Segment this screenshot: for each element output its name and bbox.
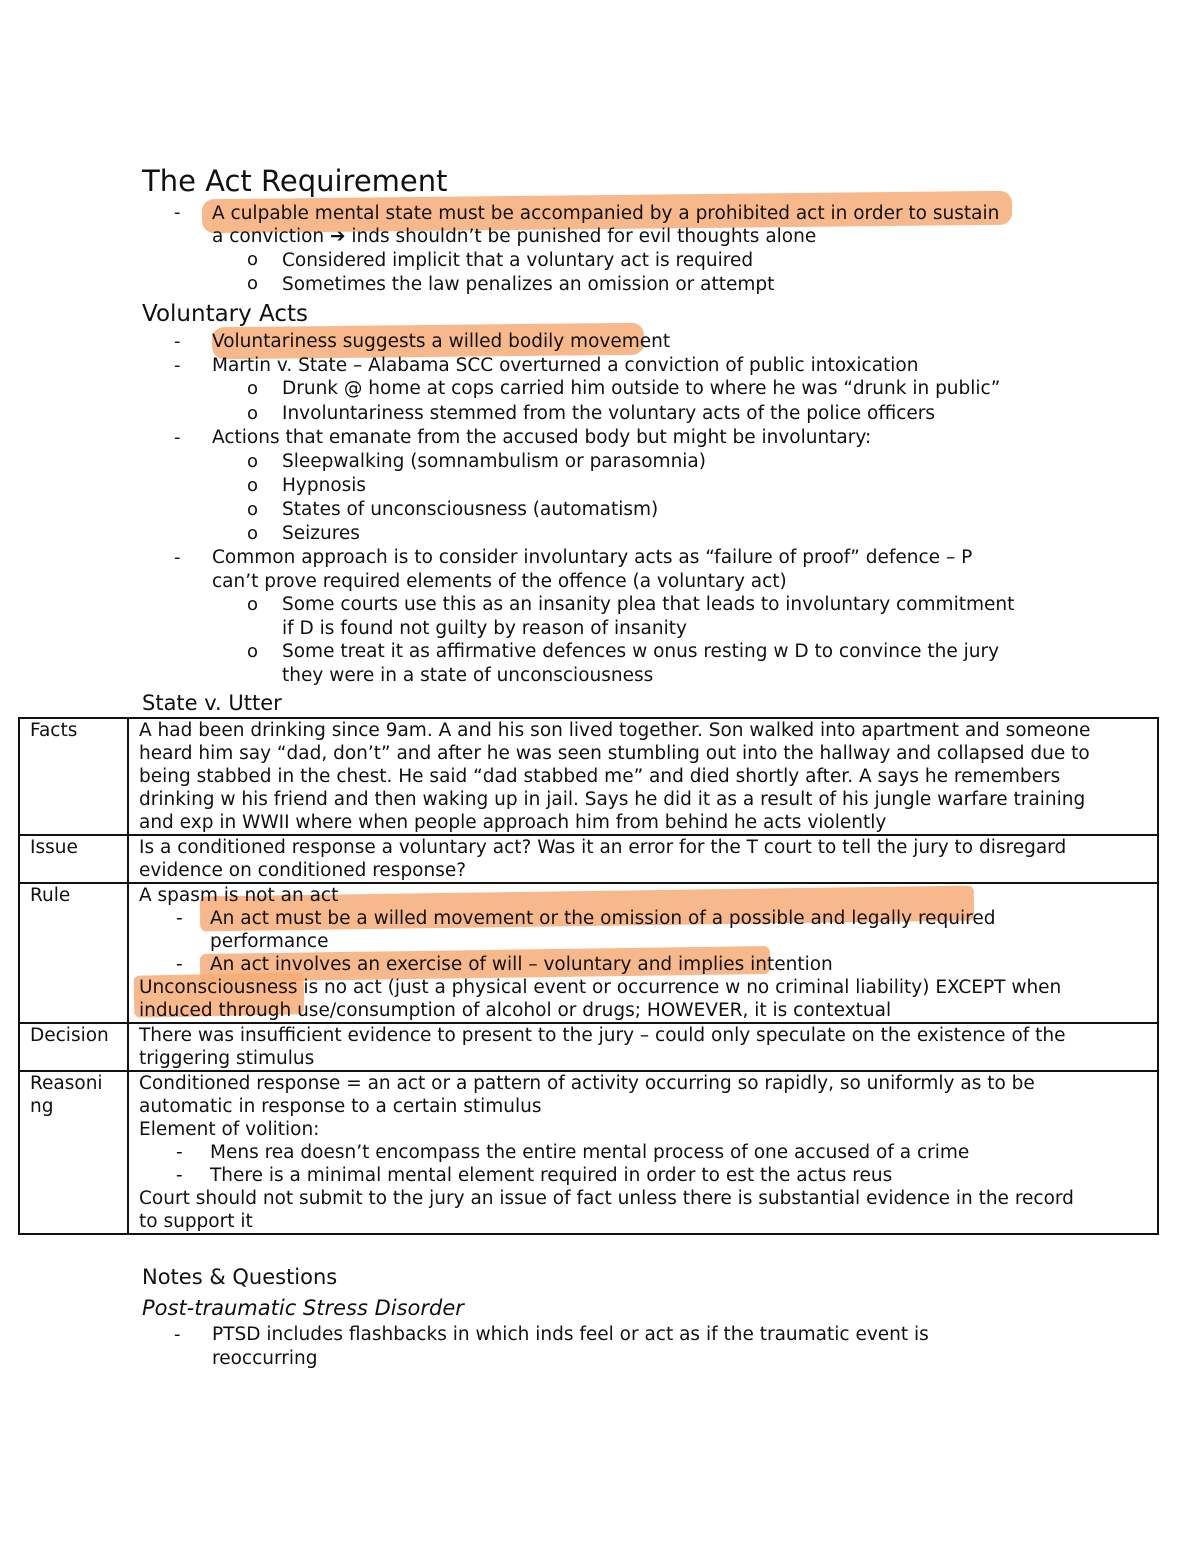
reasoning-b2: There is a minimal mental element required in order to est the actus reus <box>210 1165 893 1186</box>
rule-cell <box>128 883 1158 1023</box>
bullet-marker: o <box>247 378 259 399</box>
voluntary-p3-sub2: Hypnosis <box>282 475 367 496</box>
voluntary-acts-heading: Voluntary Acts <box>142 301 309 327</box>
bullet-marker: o <box>247 475 259 496</box>
case-brief-table <box>18 717 1159 1235</box>
facts-line: being stabbed in the chest. He said “dad stabbed me” and died shortly after. A says he remembers <box>139 766 1061 787</box>
case-heading: State v. Utter <box>142 691 282 715</box>
bullet-marker: o <box>247 273 259 294</box>
reasoning-line2: automatic in response to a certain stimulus <box>139 1096 542 1117</box>
rule-b1-line1: An act must be a willed movement or the omission of a possible and legally required <box>210 908 996 929</box>
issue-line: Is a conditioned response a voluntary act? Was it an error for the T court to tell the jury to disregard <box>139 837 1067 858</box>
rule-outro-line1: Unconsciousness is no act (just a physical event or occurrence w no criminal liability) EXCEPT when <box>139 977 1062 998</box>
dash-marker: - <box>174 1324 181 1345</box>
act-point1-line1: A culpable mental state must be accompanied by a prohibited act in order to sustain <box>212 203 1000 224</box>
act-sub1: Considered implicit that a voluntary act is required <box>282 250 754 271</box>
issue-line: evidence on conditioned response? <box>139 860 467 881</box>
decision-line: There was insufficient evidence to present to the jury – could only speculate on the existence of the <box>139 1025 1066 1046</box>
dash-marker: - <box>174 202 181 223</box>
bullet-marker: o <box>247 451 259 472</box>
voluntary-p3-sub4: Seizures <box>282 523 360 544</box>
rule-bullet-2 <box>139 953 1153 976</box>
voluntary-p2-sub1: Drunk @ home at cops carried him outside to where he was “drunk in public” <box>282 378 1001 399</box>
bullet-marker: o <box>247 403 259 424</box>
reasoning-label-text: Reasoning <box>30 1073 103 1117</box>
voluntary-p4-sub1-line2: if D is found not guilty by reason of insanity <box>282 618 687 639</box>
bullet-marker: o <box>247 499 259 520</box>
dash-marker: - <box>174 547 181 568</box>
voluntary-p2-sub2: Involuntariness stemmed from the voluntary acts of the police officers <box>282 403 936 424</box>
bullet-marker: o <box>247 594 259 615</box>
facts-label: Facts <box>19 718 128 835</box>
table-row <box>19 835 1158 883</box>
facts-line: and exp in WWII where when people approach him from behind he acts violently <box>139 812 887 833</box>
voluntary-p4-sub2-line1: Some treat it as affirmative defences w onus resting w D to convince the jury <box>282 641 1000 662</box>
voluntary-p4-sub2-line2: they were in a state of unconsciousness <box>282 665 654 686</box>
dash-marker: - <box>176 908 183 929</box>
voluntary-p3-sub3: States of unconsciousness (automatism) <box>282 499 659 520</box>
voluntary-p4-line2: can’t prove required elements of the offence (a voluntary act) <box>212 571 787 592</box>
voluntary-p4-sub1-line1: Some courts use this as an insanity plea that leads to involuntary commitment <box>282 594 1015 615</box>
reasoning-cell <box>128 1071 1158 1234</box>
reasoning-line5: to support it <box>139 1211 253 1232</box>
issue-cell <box>128 835 1158 883</box>
table-row <box>19 718 1158 835</box>
act-sub2: Sometimes the law penalizes an omission or attempt <box>282 274 775 295</box>
reasoning-line4: Court should not submit to the jury an issue of fact unless there is substantial evidence in the record <box>139 1188 1074 1209</box>
dash-marker: - <box>174 331 181 352</box>
notes-heading: Notes & Questions <box>142 1265 338 1289</box>
table-row <box>19 883 1158 1023</box>
rule-intro: A spasm is not an act <box>139 885 339 906</box>
reasoning-bullet-2 <box>139 1164 1153 1187</box>
notes-p1-line1: PTSD includes flashbacks in which inds feel or act as if the traumatic event is <box>212 1324 929 1345</box>
decision-line: triggering stimulus <box>139 1048 315 1069</box>
bullet-marker: o <box>247 523 259 544</box>
dash-marker: - <box>176 1165 183 1186</box>
rule-outro-line2: induced through use/consumption of alcohol or drugs; HOWEVER, it is contextual <box>139 1000 892 1021</box>
rule-bullet-1 <box>139 907 1153 930</box>
table-row <box>19 1023 1158 1071</box>
issue-label: Issue <box>19 835 128 883</box>
decision-cell <box>128 1023 1158 1071</box>
rule-b1-line2: performance <box>210 931 329 952</box>
dash-marker: - <box>174 355 181 376</box>
table-row <box>19 1071 1158 1234</box>
bullet-marker: o <box>247 641 259 662</box>
facts-line: A had been drinking since 9am. A and his son lived together. Son walked into apartment and someone <box>139 720 1091 741</box>
voluntary-p3: Actions that emanate from the accused body but might be involuntary: <box>212 427 872 448</box>
decision-label: Decision <box>19 1023 128 1071</box>
voluntary-p2: Martin v. State – Alabama SCC overturned a conviction of public intoxication <box>212 355 919 376</box>
facts-line: heard him say “dad, don’t” and after he was seen stumbling out into the hallway and collapsed due to <box>139 743 1090 764</box>
voluntary-p4-line1: Common approach is to consider involuntary acts as “failure of proof” defence – P <box>212 547 973 568</box>
notes-p1-line2: reoccurring <box>212 1348 318 1369</box>
rule-label: Rule <box>19 883 128 1023</box>
facts-line: drinking w his friend and then waking up in jail. Says he did it as a result of his jungle warfare training <box>139 789 1086 810</box>
act-point1-line2: a conviction ➔ inds shouldn’t be punished for evil thoughts alone <box>212 226 817 247</box>
reasoning-line1: Conditioned response = an act or a pattern of activity occurring so rapidly, so uniformly as to be <box>139 1073 1035 1094</box>
reasoning-bullet-1 <box>139 1141 1153 1164</box>
facts-cell <box>128 718 1158 835</box>
page-title: The Act Requirement <box>142 164 448 198</box>
dash-marker: - <box>176 954 183 975</box>
rule-b2: An act involves an exercise of will – voluntary and implies intention <box>210 954 833 975</box>
dash-marker: - <box>174 427 181 448</box>
reasoning-line3: Element of volition: <box>139 1119 320 1140</box>
dash-marker: - <box>176 1142 183 1163</box>
voluntary-p1: Voluntariness suggests a willed bodily movement <box>212 331 671 352</box>
bullet-marker: o <box>247 249 259 270</box>
ptsd-subheading: Post-traumatic Stress Disorder <box>142 1296 464 1320</box>
reasoning-b1: Mens rea doesn’t encompass the entire mental process of one accused of a crime <box>210 1142 970 1163</box>
voluntary-p3-sub1: Sleepwalking (somnambulism or parasomnia) <box>282 451 706 472</box>
reasoning-label <box>19 1071 128 1234</box>
